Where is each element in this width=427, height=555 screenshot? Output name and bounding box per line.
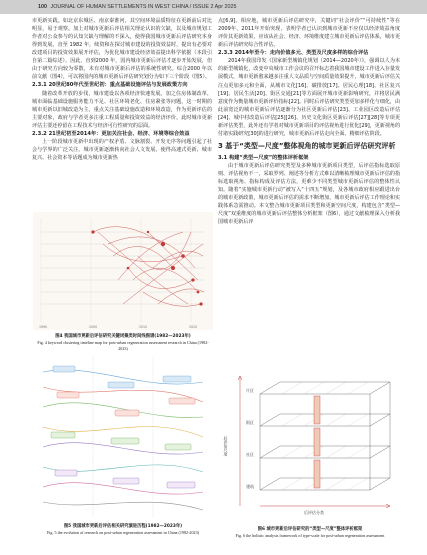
subsection-heading: 2.3.1 20世纪80年代至世纪初：重点基础设施评估与发展政策方向	[32, 82, 188, 89]
running-title: JOURNAL OF HUMAN SETTLEMENTS IN WEST CHINA / ISSUE 2 Apr 2025	[50, 4, 237, 10]
figure-5-evolution-diagram	[33, 352, 213, 522]
fig4-year-label: 2000	[89, 325, 98, 329]
paragraph: 上一阶段城市更新中出现的产权矛盾、文脉割裂、开发无序等问题引起了社会与学界的广泛关注，城市更新逐渐转向社会人文发展、使得高速式更新、城市复兴、社会资本等话题成为城市更新热	[32, 139, 212, 162]
figure-6-caption	[220, 527, 400, 539]
subsection-heading: 2.3.3 2014年至今：走向价值多元、类型及尺度多样的综合评估	[218, 50, 369, 57]
right-column-text	[218, 17, 400, 354]
caption-en: Fig. 4 keyword clustering timeline map for post-urban regeneration assessment research in China (1982-2023)	[37, 340, 209, 351]
fig6-scale-label: 建筑	[246, 484, 254, 489]
fig6-axis-label: 后评估分类	[304, 510, 324, 515]
figure-4-caption	[33, 334, 213, 352]
figure-6-framework-diagram	[220, 356, 400, 524]
caption-cn: 图4 我国城市更新后评估研究关键词聚类时间线图谱(1982—2023年)	[55, 334, 191, 339]
fig6-scale-label: 街区	[246, 420, 254, 425]
fig4-year-label: 2010	[139, 325, 148, 329]
fig6-scale-label: 片区	[246, 388, 254, 393]
figure-5-caption	[33, 524, 213, 536]
section-heading: 3 基于“类型—尺度”整体视角的城市更新后评估研究评析	[218, 141, 396, 150]
paragraph: 2014年我国印发《国家新型城镇化规划（2014—2020年）》，强调以人为本的新型城镇化，改变中央城市工作会议的召开标志着我国城市建设工作进入存量发展模式，城市更新愈来越多注重人文品质与空间质量效果提升，城市更新后评估关注点更加多元和全面，从城市文化[16]、碳排放[17]、居民心理[18]、社区复兴[19]、居民生活[20]、街区交通[21]等方面展开城市更新影响研究，并将居民满意度作为衡量城市更新评价指标[22]。同时后评估研究类型更加多样化与细化，由此前宽泛的城市更新后评估逐渐分为社区更新后评估[23]、工业园区改造后评估[24]、城中村改造后评估[25][26]、历史文化街区更新后评估[27][28]等专项更新评估类型，此外还有学者对城市更新项目的评估视角进行优化[29]，更新视角的付诸实践研究[30]的进行研究，城市更新后评估走向全面、精细评估阶段。	[218, 58, 400, 137]
figure-4-timeline-map	[33, 212, 213, 330]
fig6-axis-label: 后评估尺度	[223, 436, 229, 456]
running-header	[0, 0, 427, 14]
left-column-text	[32, 17, 212, 210]
caption-cn: 图5 我国城市更新后评估相关研究演进历程(1982—2023年)	[63, 524, 183, 529]
page-number: 100	[38, 4, 47, 10]
paragraph: 点[6,9]。相应地，城市更新后评估研究中，关键词“社会评价”“可持续性”等在2009年、2011年开始突现，表明学者已认识到城市更新不应仅以经济效益角度评价其更新效果，应该从社会、经济、环境维度建立城市更新后评估体系，城市更新后评估研究综合性评估。	[218, 18, 400, 49]
paragraph: 随着改革开放的步伐，城市建设以各项经济快速发展。加之住房体制改革，城市面临基础设施服务能力不足、社区环境老化、住房紧张等问题，这一时期的城市更新以旧城改造为主，重点关注基础设施改造和环境改造，作为更新评估的主要对象，政府与学者更多注重工程质量和投资效益的经济评价，此时城市更新评估主要还停留在工程技术与经济可行性研究的层面。	[32, 90, 212, 129]
caption-en: Fig. 6 the holistic analysis framework of type-scale for post-urban regeneration assessment	[235, 533, 385, 538]
fig4-year-label: 1990	[39, 325, 48, 329]
paragraph: 由于城市更新后评估研究类型及多种城市更新项目类型，后评估指标选取原则、评估视角不一，采取罗列、阐述等分析方式难以清晰梳理城市更新后评估的指标选取视角、指标构成及评估方法，更难少不同类型城市更新后评估的整体性认知。随着“实施城市更新行动”被写入“十四五”规划，及各城市政府相应跟进出台的城市更新政策，城市更新后评估的需求不断增加，城市更新后评估工作理论和实践体系急需推动。本文整合城市更新项目类型和更新空间尺度，构建包含“类型—尺度”双重维度的城市更新后评估整体分析框架（图6），通过文献梳理深入分析我国城市更新后评	[218, 163, 400, 226]
caption-cn: 图6 城市更新后评估研究的“类型—尺度”整体评析框架	[257, 527, 363, 532]
caption-en: Fig. 5 the evolution of research on post-urban regeneration assessment in China (1982-2023)	[46, 530, 199, 535]
fig4-year-label: 2020	[189, 325, 198, 329]
fig6-scale-label: 社区	[246, 452, 254, 457]
paragraph: 市更新实践。如北京东城区、南京秦淮河，其空间环境品质特征在更新前后对比明显，易于观察。加上对城市更新后评估相关理论认识的欠缺，以及城市规划工作者对公众参与的认知欠缺与理解的不深入，使得我国城市更新后评估研究本身得到发展。直至 1982 年，续资和在探讨城市建设的投资效益时，提出有必要对改建项目的投资效果展开评估，为优化城市建设经济效益提出科学依据（本段引自第二篇综述）。因此，直到2000 年，国内城市更新后评估才逐步开始发展，但由于研究方向较为零散，未有对城市更新后评估的系统性研究。综合2000 年以前文献（图4），可以将国内的城市更新后评估研究划分为如下三个阶段（图5）。	[32, 18, 212, 81]
subsection-heading: 3.1 构建“类型—尺度”的整体评析框架	[218, 154, 309, 161]
subsection-heading: 2.3.2 21世纪初至2014年：更加关注社会、经济、环境等综合效益	[32, 130, 190, 137]
